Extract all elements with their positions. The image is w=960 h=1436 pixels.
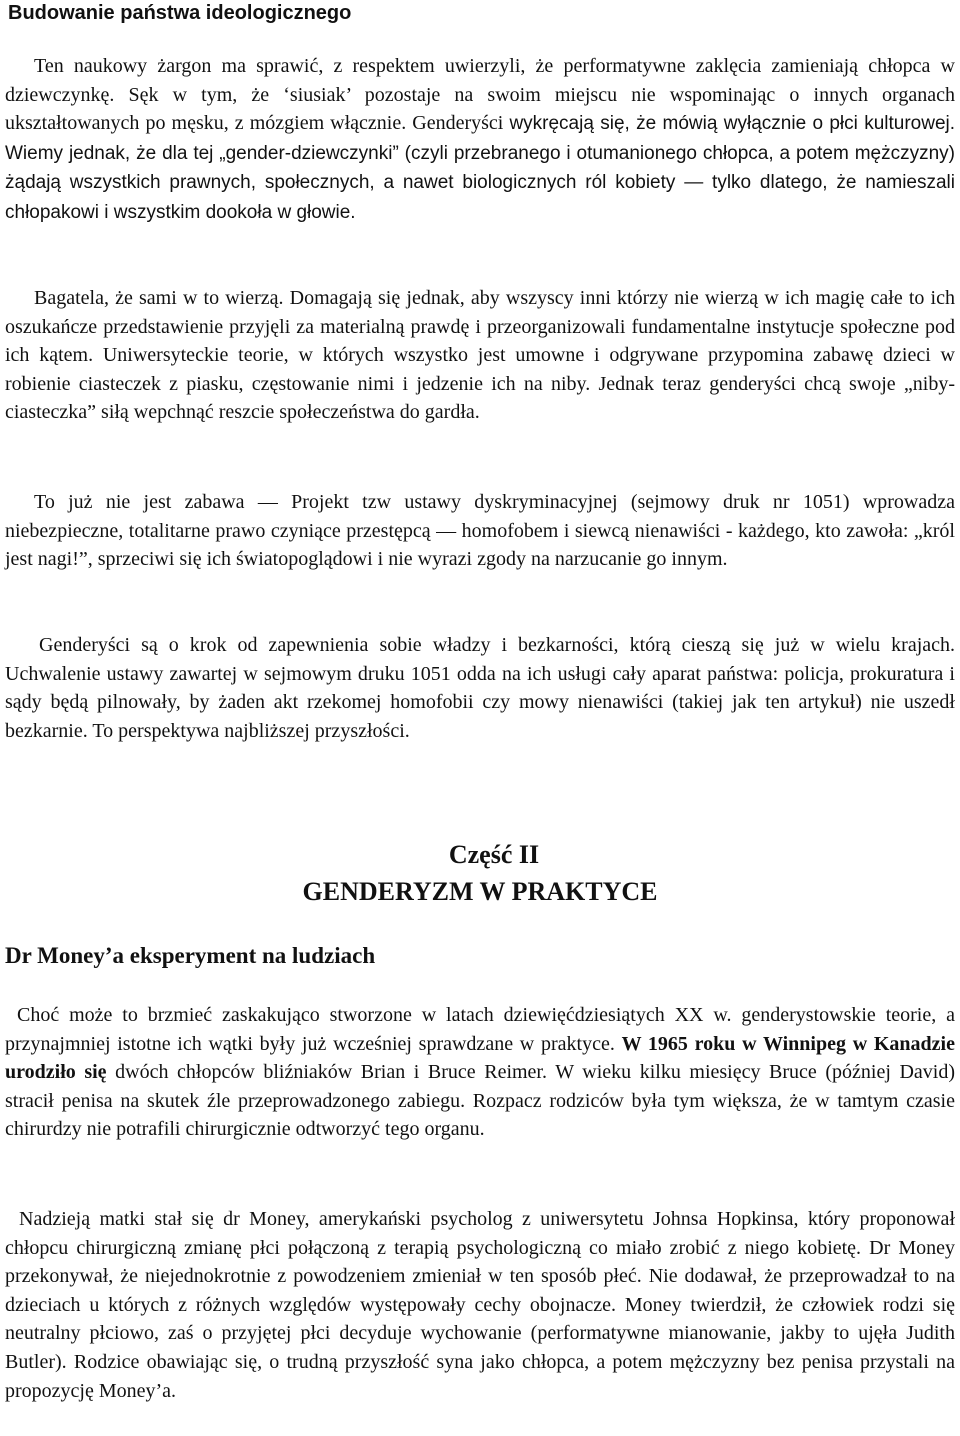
paragraph-1-sans-part: wykręcają się, że mówią wyłącznie o płci kulturowej. Wiemy jednak, że dla tej „gender-dziewczynki” (czyli przebranego i otumanionego chłopca, a potem mężczyzny) żądają wszystkich prawnych, społecznych, a nawet biologicznych ról kobiety — tylko dlatego, że namieszali chłopakowi i wszystkim dookoła w głowie.	[5, 113, 956, 223]
paragraph-1-serif-part: Ten naukowy żargon ma sprawić, z respektem uwierzyli, że performatywne zaklęcia zamieniają chłopca w dziewczynkę. Sęk w tym, że ‘siusiak’ pozostaje na swoim miejscu nie wspominając o innych organach ukształtowanych po męsku, z mózgiem włącznie. Genderyści	[5, 55, 955, 135]
paragraph-5-text-b: dwóch chłopców bliźniaków Brian i Bruce Reimer. W wieku kilku miesięcy Bruce (później David) stracił penisa na skutek źle przeprowadzonego zabiegu. Rozpacz rodziców była tym większa, że w tamtym czasie chirurdzy nie potrafili chirurgicznie odtworzyć tego organu.	[5, 1061, 956, 1141]
paragraph-5-text-a: Choć może to brzmieć zaskakująco stworzone w latach dziewięćdziesiątych XX w. genderystowskie teorie, a przynajmniej istotne ich wątki były już wcześniej sprawdzane w praktyce.	[5, 1004, 955, 1055]
part-title: GENDERYZM W PRAKTYCE	[302, 877, 658, 906]
part-number: Część II	[448, 840, 540, 869]
paragraph-6	[5, 1205, 955, 1405]
section-heading: Budowanie państwa ideologicznego	[8, 2, 352, 24]
paragraph-5-bold: W 1965 roku w Winnipeg w Kanadzie urodziło się	[5, 1032, 955, 1084]
paragraph-4-text: Genderyści są o krok od zapewnienia sobie władzy i bezkarności, którą cieszą się już w wielu krajach. Uchwalenie ustawy zawartej w sejmowym druku 1051 odda na ich usługi cały aparat państwa: policja, prokuratura i sądy będą pilnowały, by żaden akt rzekomej homofobii czy mowy nienawiści (takiej jak ten artykuł) nie uszedł bezkarnie. To perspektywa najbliższej przyszłości.	[5, 634, 955, 742]
paragraph-1	[5, 52, 955, 228]
paragraph-4	[5, 631, 955, 745]
paragraph-3-text: To już nie jest zabawa — Projekt tzw ustawy dyskryminacyjnej (sejmowy druk nr 1051) wprowadza niebezpieczne, totalitarne prawo czyniące przestępcą — homofobem i siewcą nienawiści - każdego, kto zawoła: „król jest nagi!”, sprzeciwi się ich światopoglądowi i nie wyrazi zgody na narzucanie go innym.	[5, 491, 955, 571]
paragraph-2-text: Bagatela, że sami w to wierzą. Domagają się jednak, aby wszyscy inni którzy nie wierzą w ich magię całe to ich oszukańcze przedstawienie przyjęli za materialną prawdę i przeorganizowali fundamentalne instytucje społeczne pod ich kątem. Uniwersyteckie teorie, w których wszystko jest umowne i odgrywane przypomina zabawę dzieci w robienie ciasteczek z piasku, częstowanie nimi i jedzenie ich na niby. Jednak teraz genderyści chcą swoje „niby-ciasteczka” siłą wepchnąć reszcie społeczeństwa do gardła.	[5, 287, 955, 424]
paragraph-2	[5, 284, 955, 427]
paragraph-3	[5, 488, 955, 574]
paragraph-5	[5, 1001, 955, 1144]
subsection-title: Dr Money’a eksperyment na ludziach	[5, 943, 376, 968]
paragraph-6-text: Nadzieją matki stał się dr Money, amerykański psycholog z uniwersytetu Johnsa Hopkinsa, który proponował chłopcu chirurgiczną zmianę płci połączoną z terapią psychologiczną co miało zrobić z niego kobietę. Dr Money przekonywał, że niejednokrotnie z powodzeniem zmieniał w ten sposób płeć. Nie dodawał, że przeprowadzał to na dzieciach u których z różnych względów występowały cechy obojnacze. Money twierdził, że człowiek rodzi się neutralny płciowo, zaś o przyjętej płci decyduje wychowanie (performatywne mianowanie, jakby to ujęła Judith Butler). Rodzice obawiając się, o trudną przyszłość syna jako chłopca, a potem mężczyzny bez penisa przystali na propozycję Money’a.	[5, 1208, 955, 1402]
